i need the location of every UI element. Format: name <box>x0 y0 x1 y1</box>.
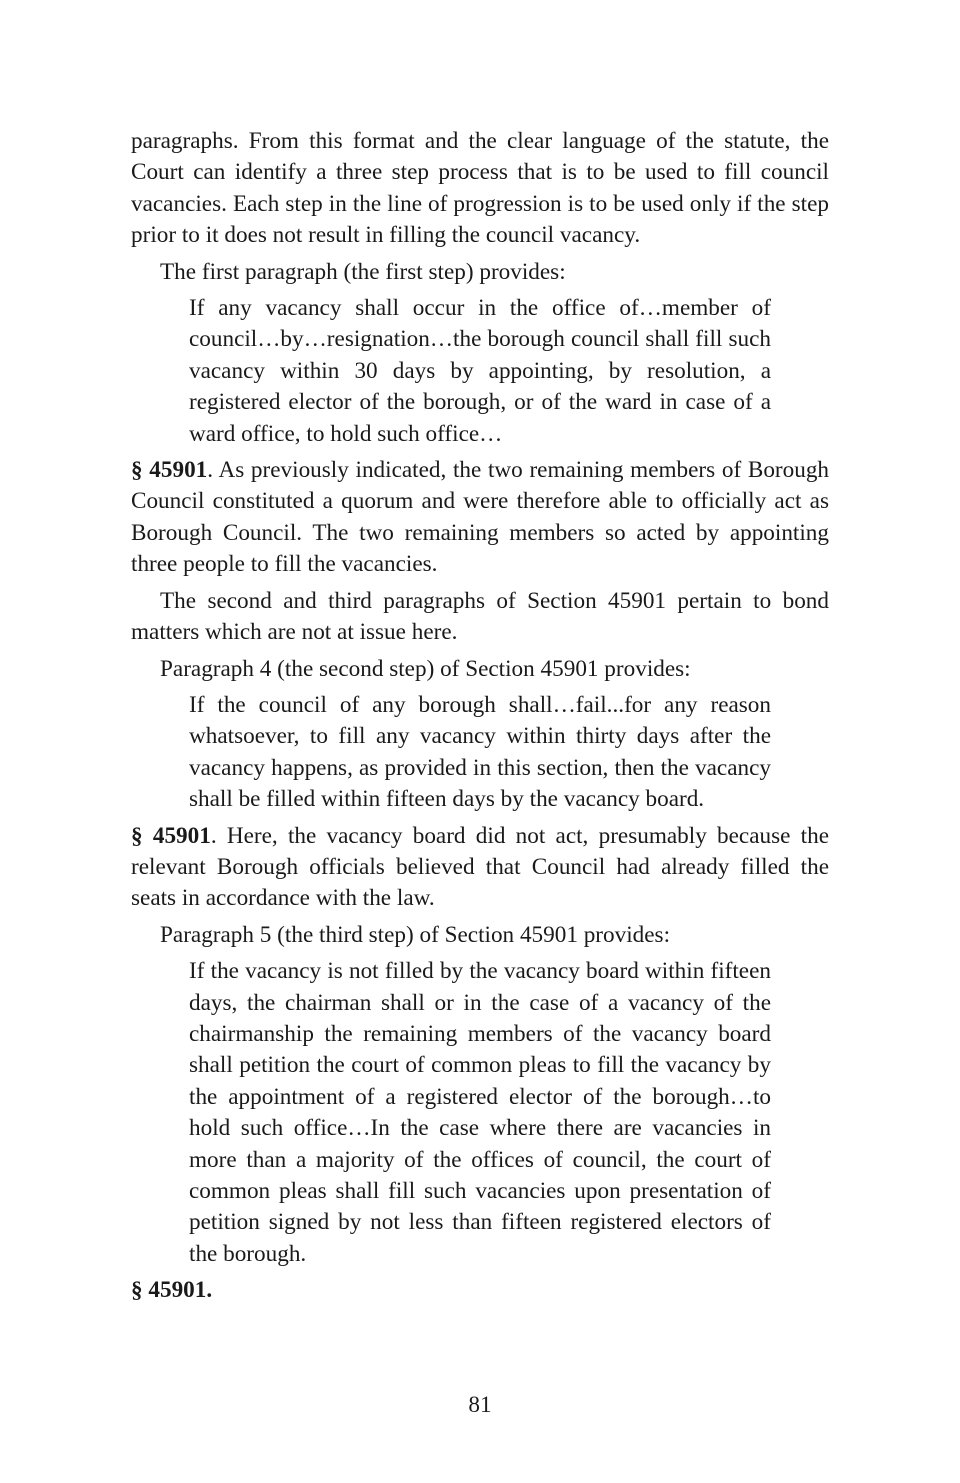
page-number: 81 <box>468 1392 492 1418</box>
paragraph-first-step-analysis <box>131 455 829 581</box>
paragraph-third-step-lead: Paragraph 5 (the third step) of Section 45901 provides: <box>160 921 671 948</box>
paragraph-first-step-lead: The first paragraph (the first step) provides: <box>160 258 566 285</box>
paragraph-intro: paragraphs. From this format and the clear language of the statute, the Court can identify a three step process that is to be used to fill council vacancies. Each step in the line of progression is to be used only if the step prior to it does not result in filling the council vacancy. <box>131 128 829 249</box>
paragraph-final-citation <box>131 1275 829 1306</box>
paragraph-second-step-analysis <box>131 821 829 915</box>
paragraph-bond-matters: The second and third paragraphs of Section 45901 pertain to bond matters which are not at issue here. <box>131 587 829 646</box>
section-citation: § 45901. <box>131 1277 213 1304</box>
document-body <box>131 126 829 1312</box>
block-quote-second-step: If the council of any borough shall…fail...for any reason whatsoever, to fill any vacancy within thirty days after the vacancy happens, as provided in this section, then the vacancy shall be filled within fifteen days by the vacancy board. <box>189 691 771 813</box>
block-quote-first-step: If any vacancy shall occur in the office of…member of council…by…resignation…the borough council shall fill such vacancy within 30 days by appointing, by resolution, a registered elector of the borough, or of the ward in case of a ward office, to hold such office… <box>189 295 771 447</box>
section-citation: § 45901 <box>131 457 208 484</box>
paragraph-second-step-lead: Paragraph 4 (the second step) of Section 45901 provides: <box>160 655 691 682</box>
paragraph-text: . As previously indicated, the two remaining members of Borough Council constituted a quorum and were therefore able to officially act as Borough Council. The two remaining members so acted by appointing three people to fill the vacancies. <box>131 457 830 578</box>
section-citation: § 45901 <box>131 822 211 849</box>
block-quote-third-step: If the vacancy is not filled by the vacancy board within fifteen days, the chairman shall or in the case of a vacancy of the chairmanship the remaining members of the vacancy board shall petition the court of common pleas to fill the vacancy by the appointment of a registered elector of the borough…to hold such office…In the case where there are vacancies in more than a majority of the offices of council, the court of common pleas shall fill such vacancies upon presentation of petition signed by not less than fifteen registered electors of the borough. <box>189 958 771 1267</box>
paragraph-text: . Here, the vacancy board did not act, presumably because the relevant Borough officials believed that Council had already filled the seats in accordance with the law. <box>131 822 829 912</box>
